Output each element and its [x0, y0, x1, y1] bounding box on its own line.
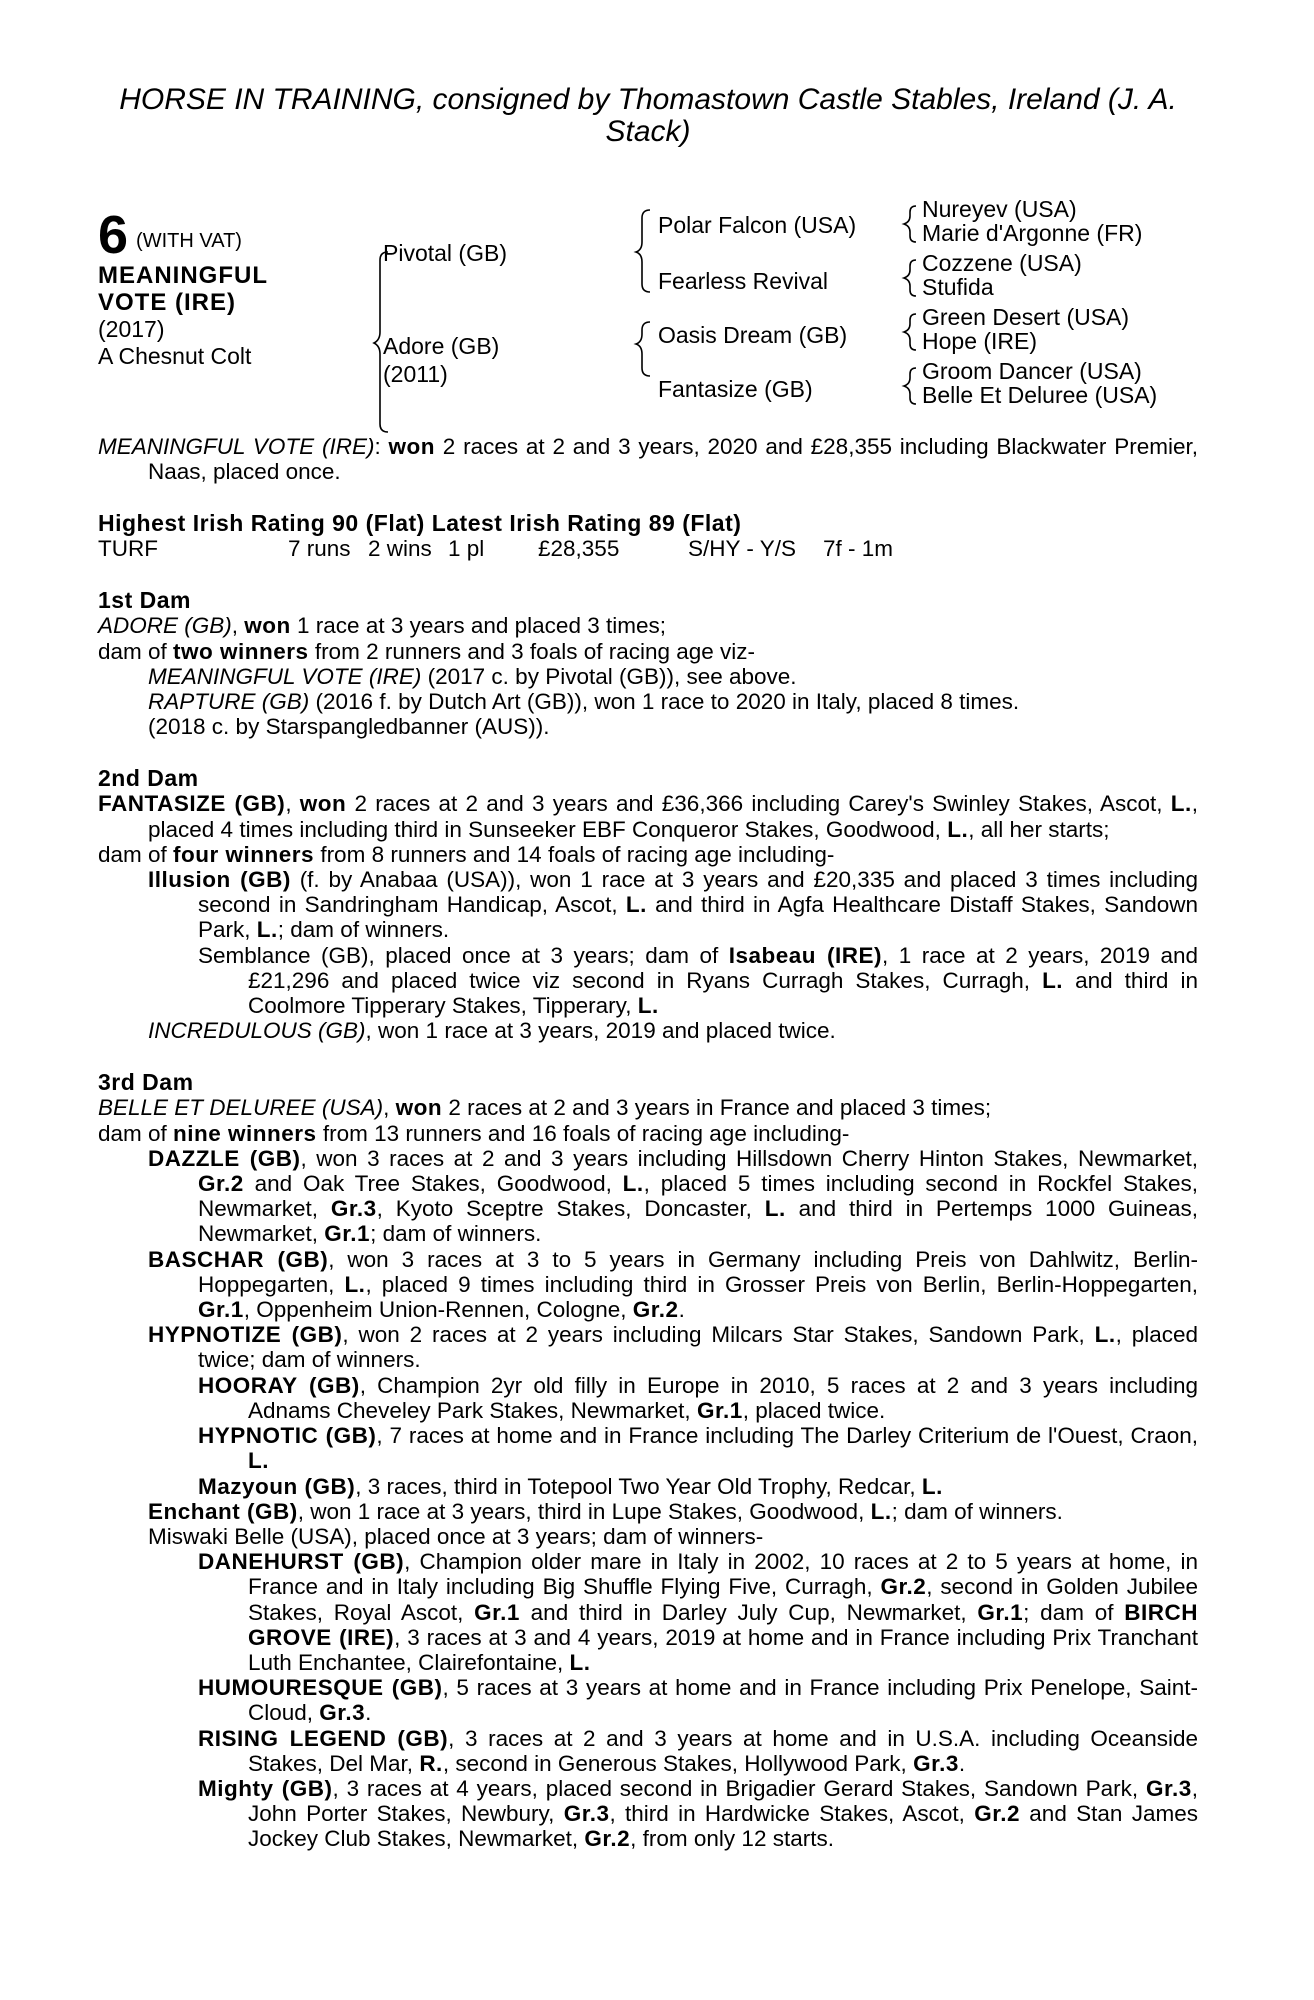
page-title: HORSE IN TRAINING, consigned by Thomastown Castle Stables, Ireland (J. A. Stack): [119, 83, 1177, 148]
second-dam-record: FANTASIZE (GB), won 2 races at 2 and 3 years and £36,366 including Carey's Swinley Stakes, Ascot, L., placed 4 times including third in Sunseeker EBF Conqueror Stakes, Goodwood, L., all her starts;: [98, 791, 1198, 842]
offspring-miswaki-belle: Miswaki Belle (USA), placed once at 3 years; dam of winners-: [148, 1523, 764, 1549]
ggp-6: Hope (IRE): [922, 328, 1038, 354]
second-dam-heading: 2nd Dam: [98, 765, 199, 792]
third-dam-record: BELLE ET DELUREE (USA), won 2 races at 2 and 3 years in France and placed 3 times;: [98, 1095, 992, 1121]
dam-year: (2011): [383, 361, 448, 387]
horse-name-line1: MEANINGFUL: [98, 262, 268, 289]
race-summary: MEANINGFUL VOTE (IRE): won 2 races at 2 and 3 years, 2020 and £28,355 including Blackwater Premier, Naas, placed once.: [98, 434, 1198, 485]
second-dam-offspring-2: Semblance (GB), placed once at 3 years; dam of Isabeau (IRE), 1 race at 2 years, 2019 and £21,296 and placed twice viz second in Ryans Curragh Stakes, Curragh, L. and third in Coolmore Tipperary Stakes, Tipperary, L.: [198, 942, 1199, 1019]
second-dam-offspring-3: INCREDULOUS (GB), won 1 race at 3 years, 2019 and placed twice.: [148, 1018, 836, 1044]
horse-description: A Chesnut Colt: [98, 343, 252, 369]
offspring-danehurst: DANEHURST (GB), Champion older mare in Italy in 2002, 10 races at 2 to 5 years at home, in France and in Italy including Big Shuffle Flying Five, Curragh, Gr.2, second in Golden Jubilee Stakes, Royal Ascot, Gr.1 and third in Darley July Cup, Newmarket, Gr.1; dam of BIRCH GROVE (IRE), 3 races at 3 and 4 years, 2019 at home and in France including Prix Tranchant Luth Enchantee, Clairefontaine, L.: [198, 1549, 1198, 1675]
ggp-7: Groom Dancer (USA): [922, 358, 1142, 384]
second-dam-produce: dam of four winners from 8 runners and 14 foals of racing age including-: [98, 841, 835, 867]
offspring-dazzle: DAZZLE (GB), won 3 races at 2 and 3 years including Hillsdown Cherry Hinton Stakes, Newmarket, Gr.2 and Oak Tree Stakes, Goodwood, L., placed 5 times including second in Rockfel Stakes, Newmarket, Gr.3, Kyoto Sceptre Stakes, Doncaster, L. and third in Pertemps 1000 Guineas, Newmarket, Gr.1; dam of winners.: [148, 1145, 1198, 1247]
sire-dam: Fearless Revival: [658, 268, 828, 294]
offspring-hypnotize: HYPNOTIZE (GB), won 2 races at 2 years including Milcars Star Stakes, Sandown Park, L., placed twice; dam of winners.: [148, 1322, 1198, 1373]
ggp-4: Stufida: [922, 274, 994, 300]
sire: Pivotal (GB): [383, 240, 507, 266]
horse-name-line2: VOTE (IRE): [98, 289, 237, 316]
offspring-rising-legend: RISING LEGEND (GB), 3 races at 2 and 3 years at home and in U.S.A. including Oceanside Stakes, Del Mar, R., second in Generous Stakes, Hollywood Park, Gr.3.: [198, 1725, 1198, 1776]
offspring-mazyoun: Mazyoun (GB), 3 races, third in Totepool Two Year Old Trophy, Redcar, L.: [198, 1473, 943, 1499]
sire-sire: Polar Falcon (USA): [658, 212, 857, 238]
third-dam-heading: 3rd Dam: [98, 1069, 194, 1096]
rating-heading: Highest Irish Rating 90 (Flat) Latest Irish Rating 89 (Flat): [98, 510, 742, 537]
offspring-baschar: BASCHAR (GB), won 3 races at 3 to 5 years in Germany including Preis von Dahlwitz, Berlin-Hoppegarten, L., placed 9 times including third in Grosser Preis von Berlin, Berlin-Hoppegarten, Gr.1, Oppenheim Union-Rennen, Cologne, Gr.2.: [148, 1246, 1198, 1323]
first-dam-record: ADORE (GB), won 1 race at 3 years and placed 3 times;: [98, 613, 666, 639]
catalogue-page: [98, 84, 1198, 1852]
horse-year: (2017): [98, 316, 165, 342]
vat-label: (WITH VAT): [136, 230, 242, 252]
first-dam-produce: dam of two winners from 2 runners and 3 foals of racing age viz-: [98, 638, 756, 664]
dam: [383, 332, 499, 388]
ggp-5: Green Desert (USA): [922, 304, 1130, 330]
offspring-mighty: Mighty (GB), 3 races at 4 years, placed second in Brigadier Gerard Stakes, Sandown Park, Gr.3, John Porter Stakes, Newbury, Gr.3, third in Hardwicke Stakes, Ascot, Gr.2 and Stan James Jockey Club Stakes, Newmarket, Gr.2, from only 12 starts.: [198, 1775, 1198, 1852]
lot-header: [98, 205, 268, 370]
dam-dam: Fantasize (GB): [658, 376, 813, 402]
offspring-enchant: Enchant (GB), won 1 race at 3 years, third in Lupe Stakes, Goodwood, L.; dam of winners.: [148, 1498, 1063, 1524]
lot-number: 6: [98, 205, 129, 265]
offspring-humouresque: HUMOURESQUE (GB), 5 races at 3 years at home and in France including Prix Penelope, Saint-Cloud, Gr.3.: [198, 1675, 1198, 1726]
ggp-2: Marie d'Argonne (FR): [922, 220, 1143, 246]
dam-name: Adore (GB): [383, 333, 500, 359]
offspring-hypnotic: HYPNOTIC (GB), 7 races at home and in France including The Darley Criterium de l'Ouest, Craon, L.: [198, 1423, 1199, 1474]
turf-record: TURF 7 runs 2 wins 1 pl £28,355 S/HY - Y/S 7f - 1m: [98, 536, 894, 562]
offspring-hooray: HOORAY (GB), Champion 2yr old filly in Europe in 2010, 5 races at 2 and 3 years including Adnams Cheveley Park Stakes, Newmarket, Gr.1, placed twice.: [198, 1372, 1198, 1423]
pedigree-block: [98, 196, 1198, 434]
first-dam-offspring-2: RAPTURE (GB) (2016 f. by Dutch Art (GB)), won 1 race to 2020 in Italy, placed 8 times.: [148, 689, 1020, 715]
dam-sire: Oasis Dream (GB): [658, 322, 848, 348]
ggp-8: Belle Et Deluree (USA): [922, 382, 1158, 408]
first-dam-offspring-1: MEANINGFUL VOTE (IRE) (2017 c. by Pivotal (GB)), see above.: [148, 663, 797, 689]
ggp-3: Cozzene (USA): [922, 250, 1082, 276]
third-dam-produce: dam of nine winners from 13 runners and 16 foals of racing age including-: [98, 1120, 850, 1146]
first-dam-offspring-3: (2018 c. by Starspangledbanner (AUS)).: [148, 714, 550, 740]
ggp-1: Nureyev (USA): [922, 196, 1077, 222]
first-dam-heading: 1st Dam: [98, 587, 191, 614]
second-dam-offspring-1: Illusion (GB) (f. by Anabaa (USA)), won 1 race at 3 years and £20,335 and placed 3 times including second in Sandringham Handicap, Ascot, L. and third in Agfa Healthcare Distaff Stakes, Sandown Park, L.; dam of winners.: [148, 867, 1198, 943]
